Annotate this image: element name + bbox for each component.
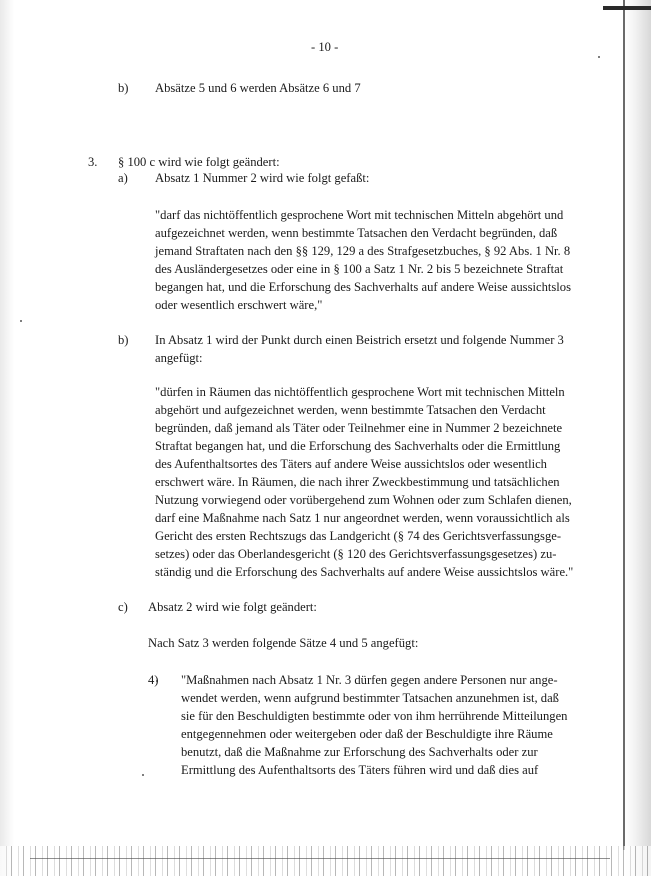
quoted-paragraph (181, 671, 567, 779)
scan-speck (20, 320, 22, 322)
text-line: Ermittlung des Aufenthaltsorts des Täters führen wird und daß dies auf (181, 763, 539, 777)
text-line: aufgezeichnet werden, wenn bestimmte Tatsachen den Verdacht begründen, daß (155, 226, 558, 240)
text-line: "darf das nichtöffentlich gesprochene Wort mit technischen Mitteln abgehört und (155, 208, 564, 222)
quoted-paragraph (155, 383, 573, 581)
text-line: wendet werden, wenn aufgrund bestimmter Tatsachen anzunehmen ist, daß (181, 691, 559, 705)
text-line: erschwert wäre. In Räumen, die nach ihrer Zweckbestimmung und tatsächlichen (155, 475, 560, 489)
paragraph (148, 634, 418, 652)
text-line: entgegennehmen oder weitergeben oder daß der Beschuldigte ihre Räume (181, 727, 553, 741)
list-label: a) (118, 171, 128, 185)
scan-bottom-noise (0, 846, 651, 876)
quoted-paragraph (155, 206, 571, 314)
text-line: begründen, daß jemand als Täter oder Teilnehmer eine in Nummer 2 bezeichnete (155, 421, 563, 435)
text-line: "dürfen in Räumen das nichtöffentlich gesprochene Wort mit technischen Mitteln (155, 385, 565, 399)
text-line: § 100 c wird wie folgt geändert: (118, 155, 280, 169)
text-line: Nutzung vorwiegend oder vorübergehend zum Wohnen oder zum Schlafen dienen, (155, 493, 572, 507)
scan-speck (142, 774, 144, 776)
scan-top-mark (603, 6, 651, 10)
text-line: Straftat begangen hat, und die Erforschung des Sachverhalts oder die Ermittlung (155, 439, 561, 453)
page-number: - 10 - (311, 40, 339, 54)
text-line: des Aufenthaltsortes des Täters auf andere Weise aussichtslos oder wesentlich (155, 457, 547, 471)
scan-edge-line (623, 0, 625, 850)
list-label: b) (118, 333, 129, 347)
text-line: sie für den Beschuldigten bestimmte oder von ihm herrührende Mitteilungen (181, 709, 568, 723)
text-line: angefügt: (155, 351, 203, 365)
scan-bottom-line (30, 858, 610, 859)
text-line: Absatz 2 wird wie folgt geändert: (148, 600, 317, 614)
text-line: Absätze 5 und 6 werden Absätze 6 und 7 (155, 81, 361, 95)
scan-speck (598, 56, 600, 58)
text-line: jemand Straftaten nach den §§ 129, 129 a des Strafgesetzbuches, § 92 Abs. 1 Nr. 8 (155, 244, 571, 258)
text-line: benutzt, daß die Maßnahme zur Erforschung des Sachverhalts oder zur (181, 745, 538, 759)
text-line: darf eine Maßnahme nach Satz 1 nur angeordnet werden, wenn voraussichtlich als (155, 511, 570, 525)
text-line: oder wesentlich erschwert wäre," (155, 298, 323, 312)
text-line: abgehört und aufgezeichnet werden, wenn bestimmte Tatsachen den Verdacht (155, 403, 546, 417)
text-line: ständig und die Erforschung des Sachverhalts auf andere Weise aussichtslos wäre." (155, 565, 574, 579)
text-line: "Maßnahmen nach Absatz 1 Nr. 3 dürfen gegen andere Personen nur ange- (181, 673, 558, 687)
text-line: setzes) oder das Oberlandesgericht (§ 120 des Gerichtsverfassungsgesetzes) zu- (155, 547, 557, 561)
text-line: In Absatz 1 wird der Punkt durch einen Beistrich ersetzt und folgende Nummer 3 (155, 333, 564, 347)
text-line: Absatz 1 Nummer 2 wird wie folgt gefaßt: (155, 171, 370, 185)
text-line: des Ausländergesetzes oder eine in § 100 a Satz 1 Nr. 2 bis 5 bezeichnete Straftat (155, 262, 564, 276)
list-item-text (155, 79, 361, 97)
scan-right-edge (625, 0, 651, 876)
list-item-text (148, 598, 317, 616)
section-number: 3. (88, 155, 98, 169)
text-line: Gericht des ersten Rechtszugs das Landgericht (§ 74 des Gerichtsverfassungsge- (155, 529, 562, 543)
list-label: c) (118, 600, 128, 614)
list-label: b) (118, 81, 129, 95)
scan-left-shadow (0, 0, 14, 876)
text-line: Nach Satz 3 werden folgende Sätze 4 und 5 angefügt: (148, 636, 419, 650)
list-item-text (155, 331, 564, 367)
text-line: begangen hat, und die Erforschung des Sachverhalts auf andere Weise aussichtslos (155, 280, 571, 294)
list-label: 4) (148, 673, 159, 687)
list-item-text (155, 169, 369, 187)
